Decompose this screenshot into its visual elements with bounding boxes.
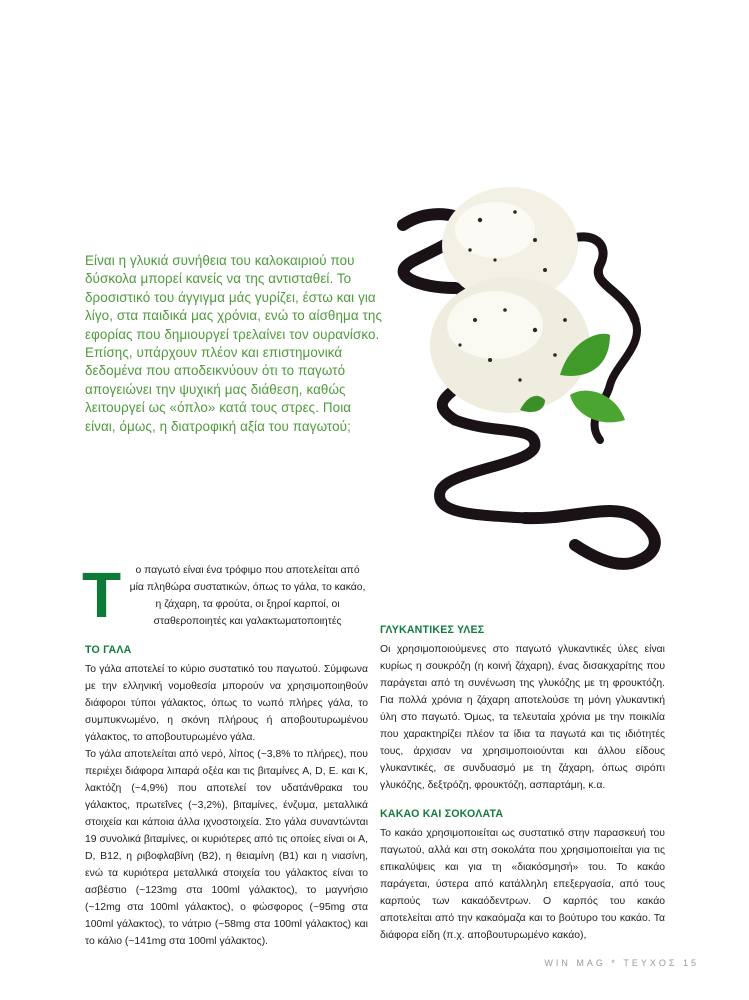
column-left [82, 559, 368, 950]
scoop-bottom [430, 277, 590, 413]
milk-paragraph-1: Το γάλα αποτελεί το κύριο συστατικό του παγωτού. Σύμφωνα με την ελληνική νομοθεσία μπορούν να χρησιμοποιηθούν διάφοροι τύποι γάλακτος, όπως το νωπό πλήρες γάλα, το συμπυκνωμένο, η σκόνη πλήρους ή αποβουτυρωμένου γάλακτος, το αποβουτυρωμένο γάλα. [85, 664, 368, 743]
ice-cream-photo [385, 170, 665, 590]
column-right [380, 622, 665, 944]
section-heading-sweeteners: ΓΛΥΚΑΝΤΙΚΕΣ ΥΛΕΣ [380, 624, 485, 636]
intro-paragraph: Είναι η γλυκιά συνήθεια του καλοκαιριού που δύσκολα μπορεί κανείς να της αντισταθεί. Το δροσιστικό του άγγιγμα μάς γυρίζει, έστω και για λίγο, στα παιδικά μας χρόνια, ενώ το αίσθημα της εφορίας που δημιουργεί τρελαίνει τον ουρανίσκο. Επίσης, υπάρχουν πλέον και επιστημονικά δεδομένα που αποδεικνύουν ότι το παγωτό απογειώνει την ψυχική μας διάθεση, καθώς λειτουργεί ως «όπλο» κατά τους στρες. Ποια είναι, όμως, η διατροφική αξία του παγωτού; [85, 253, 382, 434]
drop-cap: Τ [82, 559, 122, 631]
page-footer: WIN MAG * ΤΕΥΧΟΣ 15 [544, 958, 699, 968]
lead-text: ο παγωτό είναι ένα τρόφιμο που αποτελείται από μία πληθώρα συστατικών, όπως το γάλα, το κακάο, η ζάχαρη, τα φρούτα, οι ξηροί καρποί, οι σταθεροποιητές και γαλακτωματοποιητές [129, 565, 366, 627]
milk-paragraph-2: Το γάλα αποτελείται από νερό, λίπος (~3,8% το πλήρες), που περιέχει διάφορα λιπαρά οξέα και τις βιταμίνες A, D, E. και K, λακτόζη (~4,9%) που αποτελεί τον υδατάνθρακα του γάλακτος, πρωτεΐνες (~3,2%), βιταμίνες, ένζυμα, μεταλλικά στοιχεία και κάποια άλλα ιχνοστοιχεία. Στο γάλα συναντώνται 19 συνολικά βιταμίνες, οι κυριότερες από τις οποίες είναι οι A, D, B12, η ριβοφλαβίνη (B2), η θειαμίνη (B1) και η νιασίνη, ενώ τα κυριότερα μεταλλικά στοιχεία του γάλακτος είναι το ασβέστιο (~123mg στα 100ml γάλακτος), το μαγνήσιο (~12mg στα 100ml γάλακτος), ο φώσφορος (~95mg στα 100ml γάλακτος), το νάτριο (~58mg στα 100ml γάλακτος) και το κάλιο (~141mg στα 100ml γάλακτος). [85, 749, 368, 947]
cocoa-paragraph: Το κακάο χρησιμοποιείται ως συστατικό στην παρασκευή του παγωτού, αλλά και στη σοκολάτα που χρησιμοποιείται για τις επικαλύψεις και για τη «διακόσμησή» του. Το κακάο παράγεται, ύστερα από κατάλληλη επεξεργασία, από τους καρπούς των κακαόδεντρων. Ο καρπός του κακάο αποτελείται από την κακαόμαζα και το βούτυρο του κακάο. Τα διάφορα είδη (π.χ. αποβουτυρωμένο κακάο), [380, 828, 665, 941]
section-heading-cocoa: ΚΑΚΑΟ ΚΑΙ ΣΟΚΟΛΑΤΑ [380, 808, 504, 820]
lead-paragraph [82, 559, 368, 631]
sweeteners-paragraph: Οι χρησιμοποιούμενες στο παγωτό γλυκαντικές ύλες είναι κυρίως η σουκρόζη (η κοινή ζάχαρη), ένας δισακχαρίτης που παράγεται από τη συνένωση της γλυκόζης με τη φρουκτόζη. Για πολλά χρόνια η ζάχαρη αποτελούσε τη μόνη γλυκαντική ύλη στο παγωτό. Όμως, τα τελευταία χρόνια με την ποικιλία που χαρακτηρίζει πλέον τα ίδια τα παγωτά και τις ιδιότητές τους, άρχισαν να χρησιμοποιούνται και άλλου είδους γλυκαντικές, σε συνδυασμό με τη ζάχαρη, όπως σιρόπι γλυκόζης, δεξτρόζη, φρουκτόζη, ασπαρτάμη, κ.α. [380, 644, 665, 791]
section-heading-milk: ΤΟ ΓΑΛΑ [85, 644, 132, 656]
